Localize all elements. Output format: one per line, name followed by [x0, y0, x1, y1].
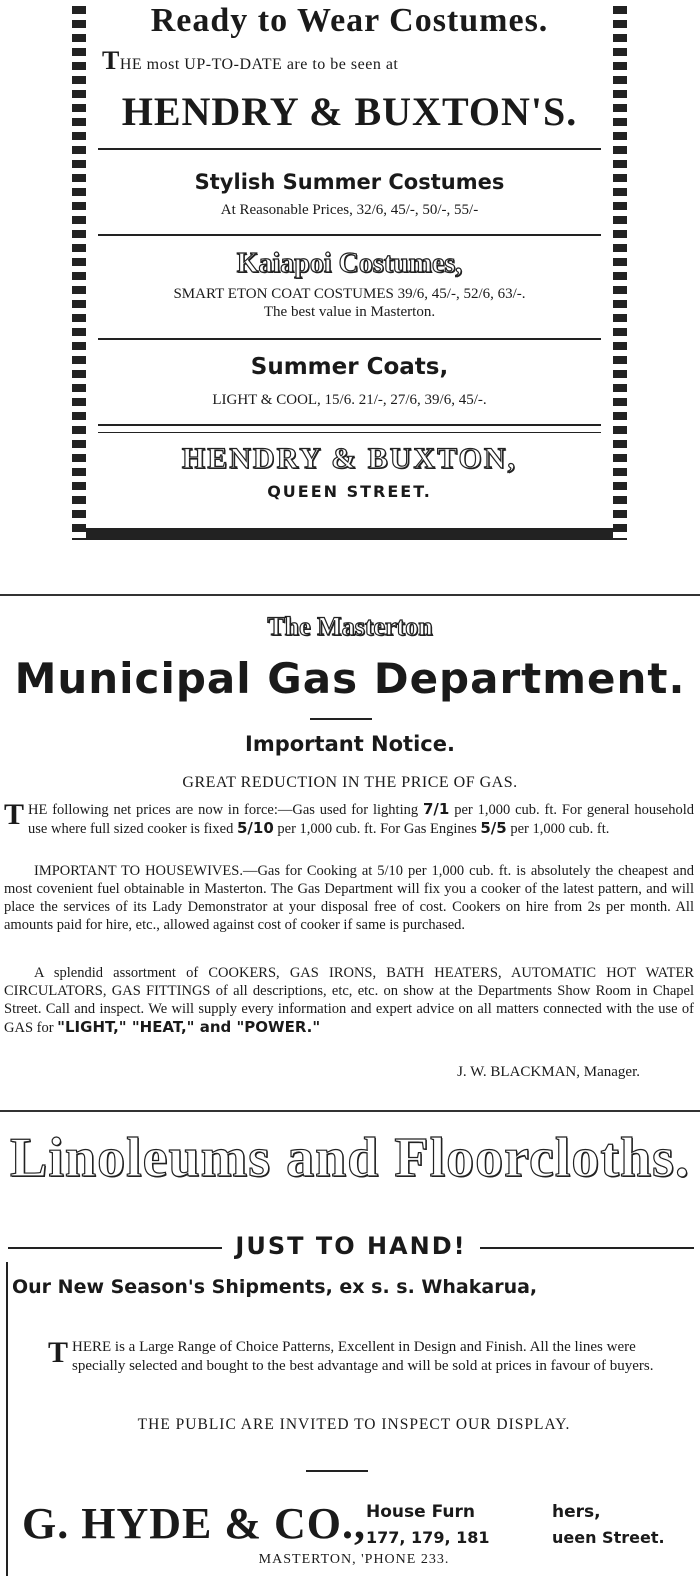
- just-to-hand-row: [0, 1232, 700, 1262]
- column-separator: [0, 1110, 700, 1112]
- trade-line: House Furn: [366, 1502, 475, 1522]
- intro-text: HE most UP-TO-DATE are to be seen at: [119, 56, 399, 73]
- advert-body: [92, 0, 607, 528]
- shop-name: HENDRY & BUXTON'S.: [121, 89, 578, 134]
- text: A splendid assortment of COOKERS, GAS IRONS, BATH HEATERS, AUTOMATIC HOT WATER CIRCULATORS, GAS FITTINGS of all descriptions, etc, etc. on show at the Departments Show Room in Chapel Street. Call and inspect. We will supply every information and expert advice on all matters connected with the use of GAS for: [4, 965, 694, 1036]
- price: 5/5: [480, 819, 507, 837]
- shipments-heading: Our New Season's Shipments, ex s. s. Whakarua,: [12, 1276, 538, 1298]
- just-to-hand: JUST TO HAND!: [235, 1232, 467, 1260]
- divider: [98, 424, 601, 426]
- footer-name: HENDRY & BUXTON,: [181, 442, 518, 475]
- advert-title: Linoleums and Floorcloths.: [10, 1127, 690, 1189]
- text: HE following net prices are now in force:—Gas used for lighting: [28, 802, 423, 818]
- street-name: ueen Street.: [552, 1528, 665, 1547]
- manager-signature: J. W. BLACKMAN, Manager.: [457, 1064, 640, 1080]
- divider: [480, 1247, 694, 1249]
- trade-line-end: hers,: [552, 1502, 601, 1522]
- section-heading: Stylish Summer Costumes: [194, 170, 505, 194]
- text: HERE is a Large Range of Choice Patterns, Excellent in Design and Finish. All the lines were specially selected and bought to the best advantage and will be sold at prices in favour of buyers.: [72, 1339, 654, 1374]
- price: 5/10: [236, 819, 274, 837]
- prices-paragraph: [4, 800, 694, 838]
- hendry-buxton-advert: [72, 0, 627, 540]
- column-separator: [0, 594, 700, 596]
- public-invitation: THE PUBLIC ARE INVITED TO INSPECT OUR DISPLAY.: [137, 1416, 571, 1433]
- slogan: "LIGHT," "HEAT," and "POWER.": [57, 1018, 321, 1036]
- advert-title: Ready to Wear Costumes.: [150, 2, 549, 39]
- divider: [98, 338, 601, 340]
- reduction-line: GREAT REDUCTION IN THE PRICE OF GAS.: [182, 774, 518, 791]
- divider: [306, 1470, 368, 1472]
- divider: [98, 148, 601, 150]
- advert-intro: [102, 46, 398, 76]
- notice-title: Municipal Gas Department.: [14, 654, 686, 703]
- text: per 1,000 cub. ft. For general household use where full sized cooker is fixed: [28, 802, 694, 837]
- footer-street: QUEEN STREET.: [267, 482, 432, 501]
- section-text: At Reasonable Prices, 32/6, 45/-, 50/-, 55/-: [220, 202, 479, 218]
- divider: [98, 432, 601, 433]
- section-text: LIGHT & COOL, 15/6. 21/-, 27/6, 39/6, 45/-.: [212, 392, 487, 408]
- advert-body: [6, 1262, 700, 1576]
- firm-name: G. HYDE & CO.,: [22, 1499, 366, 1548]
- assortment-paragraph: [4, 964, 694, 1037]
- section-text: The best value in Masterton.: [263, 304, 436, 320]
- section-heading: Kaiapoi Costumes,: [236, 248, 463, 279]
- patterns-paragraph: [48, 1338, 676, 1376]
- section-heading: Summer Coats,: [250, 354, 449, 380]
- divider: [8, 1247, 222, 1249]
- housewives-paragraph: IMPORTANT TO HOUSEWIVES.—Gas for Cooking at 5/10 per 1,000 cub. ft. is absolutely the cheapest and most covenient fuel obtainable in Masterton. The Gas Department will fix you a cooker of the latest pattern, and will place the services of its Lady Demonstrator at your disposal free of cost. Cookers on hire from 2s per month. All amounts paid for hire, etc., allowed against cost of cooker if same is purchased.: [4, 863, 694, 933]
- text: per 1,000 cub. ft.: [506, 821, 610, 837]
- divider: [310, 718, 372, 720]
- divider: [98, 234, 601, 236]
- street-number: 177, 179, 181: [366, 1528, 490, 1547]
- notice-heading: The Masterton: [267, 612, 433, 641]
- text: per 1,000 cub. ft. For Gas Engines: [273, 821, 481, 837]
- drop-cap: T: [102, 46, 120, 75]
- drop-cap: T: [4, 798, 25, 831]
- notice-subheading: Important Notice.: [245, 732, 455, 756]
- drop-cap: T: [48, 1336, 69, 1369]
- town-phone: MASTERTON, 'PHONE 233.: [258, 1552, 450, 1567]
- section-text: SMART ETON COAT COSTUMES 39/6, 45/-, 52/6, 63/-.: [173, 286, 526, 302]
- price: 7/1: [422, 800, 450, 818]
